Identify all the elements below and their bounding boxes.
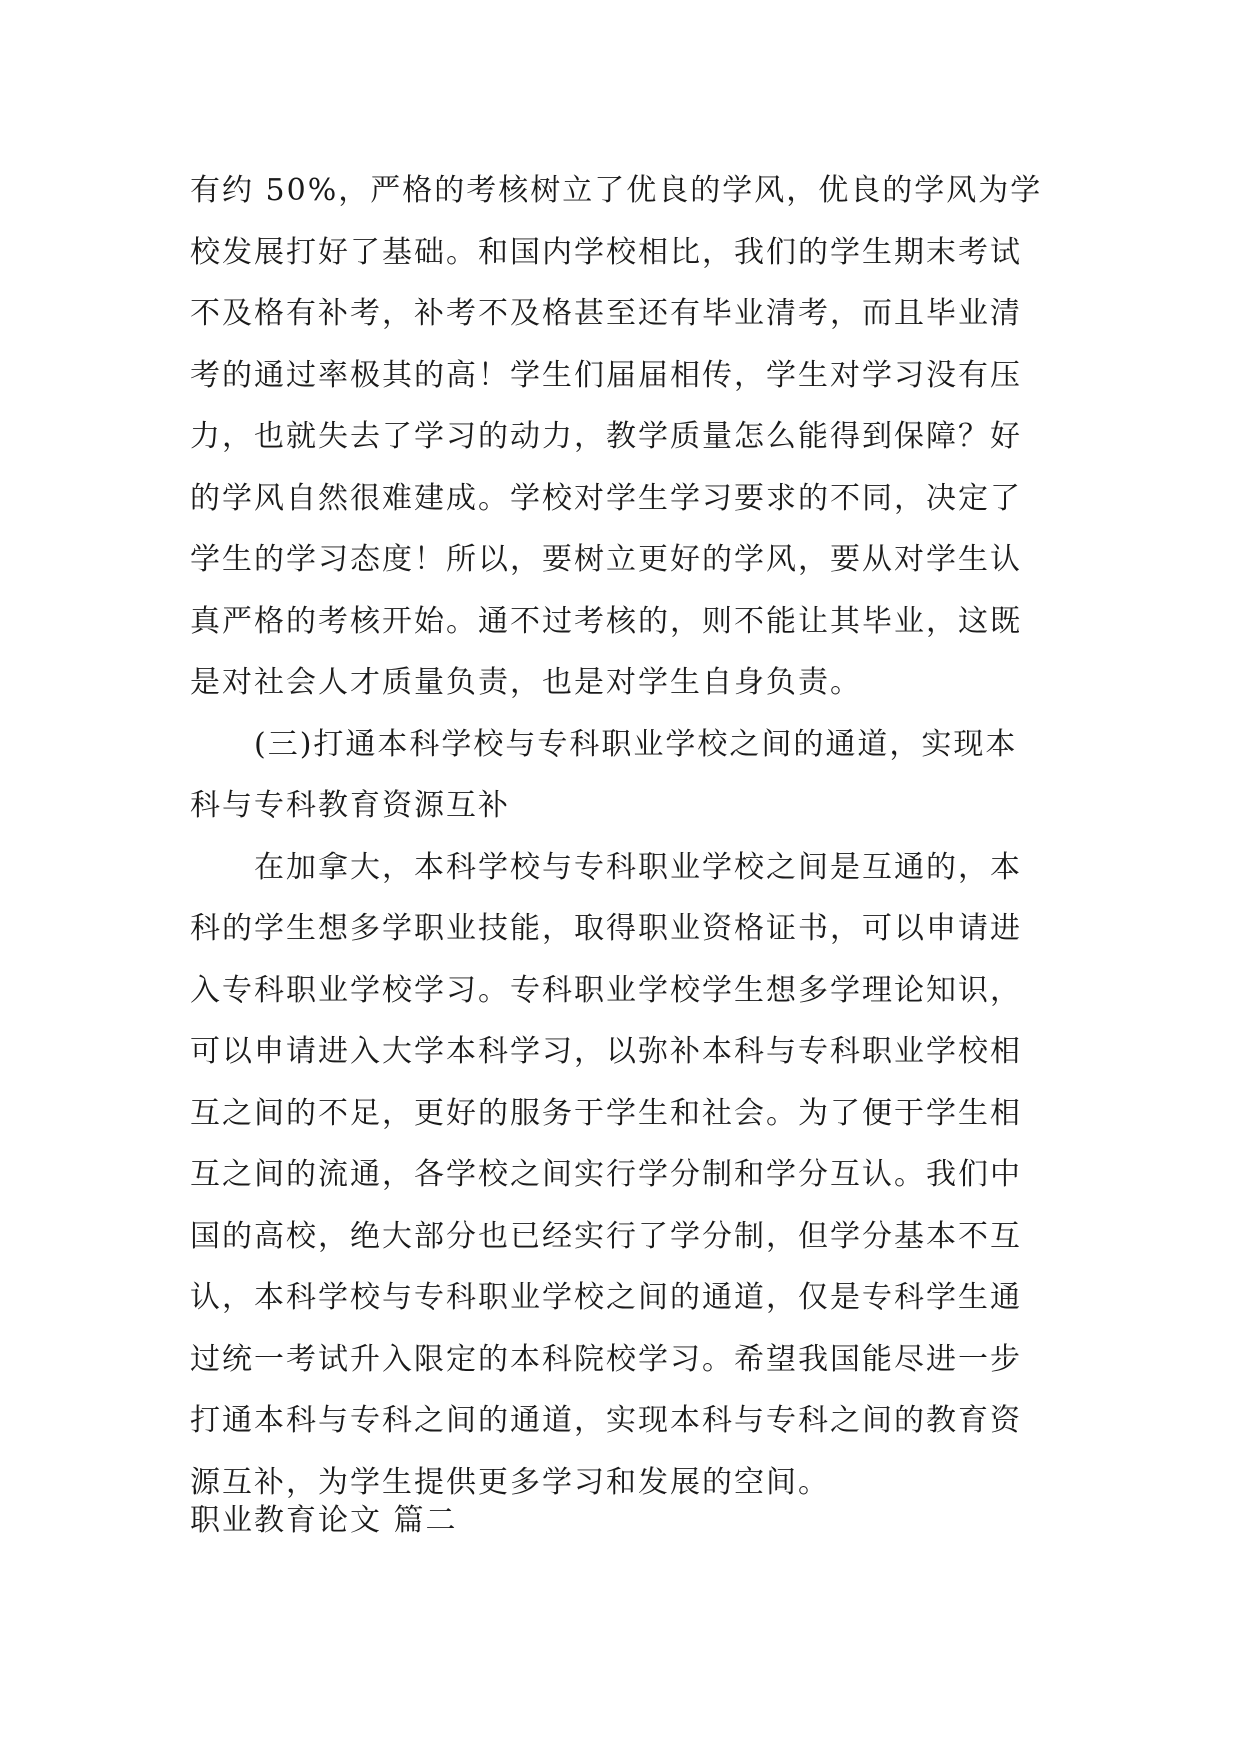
text-line: 过统一考试升入限定的本科院校学习。希望我国能尽进一步 [190,1341,1022,1377]
article-heading: 职业教育论文 篇二 [190,1503,458,1538]
text-line: 校发展打好了基础。和国内学校相比，我们的学生期末考试 [190,234,1022,270]
text-line: 考的通过率极其的高！学生们届届相传，学生对学习没有压 [190,357,1022,393]
text-line: 真严格的考核开始。通不过考核的，则不能让其毕业，这既 [190,603,1022,639]
text-line: 的学风自然很难建成。学校对学生学习要求的不同，决定了 [190,480,1022,516]
text-line: 互之间的不足，更好的服务于学生和社会。为了便于学生相 [190,1095,1022,1131]
text-line: 不及格有补考，补考不及格甚至还有毕业清考，而且毕业清 [190,296,1022,331]
section-heading-line: (三)打通本科学校与专科职业学校之间的通道，实现本 [190,726,1018,762]
text-line: 源互补，为学生提供更多学习和发展的空间。 [190,1464,830,1500]
text-line: 学生的学习态度！所以，要树立更好的学风，要从对学生认 [190,542,1022,577]
body-text [190,160,1060,1513]
text-line: 有约 50%，严格的考核树立了优良的学风，优良的学风为学 [190,173,1043,208]
text-line: 互之间的流通，各学校之间实行学分制和学分互认。我们中 [190,1157,1022,1192]
text-line: 科的学生想多学职业技能，取得职业资格证书，可以申请进 [190,911,1022,946]
text-line: 国的高校，绝大部分也已经实行了学分制，但学分基本不互 [190,1218,1022,1254]
section-heading-line: 科与专科教育资源互补 [190,788,510,823]
text-line: 力，也就失去了学习的动力，教学质量怎么能得到保障？好 [190,419,1022,454]
text-line: 认，本科学校与专科职业学校之间的通道，仅是专科学生通 [190,1280,1022,1315]
text-line: 是对社会人才质量负责，也是对学生自身负责。 [190,665,862,700]
text-line: 入专科职业学校学习。专科职业学校学生想多学理论知识， [190,972,1022,1008]
text-line: 在加拿大，本科学校与专科职业学校之间是互通的，本 [190,849,1022,885]
text-line: 打通本科与专科之间的通道，实现本科与专科之间的教育资 [190,1403,1022,1438]
text-line: 可以申请进入大学本科学习，以弥补本科与专科职业学校相 [190,1034,1022,1069]
